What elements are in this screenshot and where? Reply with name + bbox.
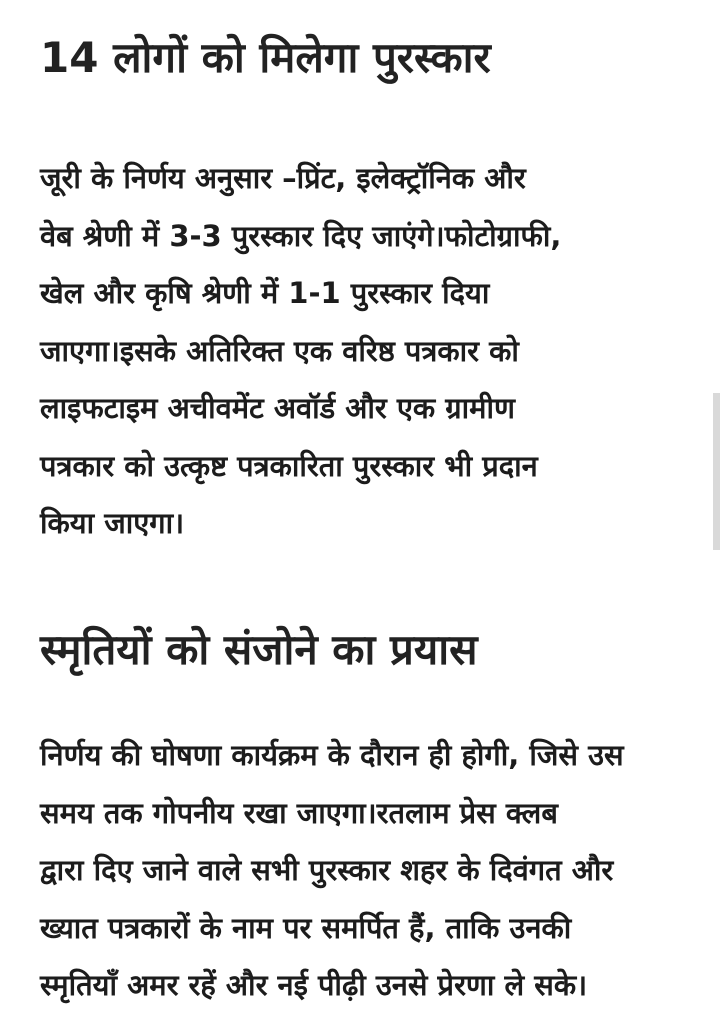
paragraph-line: द्वारा दिए जाने वाले सभी पुरस्कार शहर के दिवंगत और bbox=[40, 853, 614, 887]
section-heading-awards: 14 लोगों को मिलेगा पुरस्कार bbox=[40, 33, 491, 82]
paragraph-line: ख्यात पत्रकारों के नाम पर समर्पित हैं, ताकि उनकी bbox=[40, 910, 572, 945]
paragraph-line: किया जाएगा। bbox=[40, 506, 185, 540]
paragraph-line: निर्णय की घोषणा कार्यक्रम के दौरान ही होगी, जिसे उस bbox=[40, 738, 624, 772]
paragraph-line: समय तक गोपनीय रखा जाएगा।रतलाम प्रेस क्लब bbox=[40, 795, 558, 830]
paragraph-line: जूरी के निर्णय अनुसार –प्रिंट, इलेक्ट्रॉनिक और bbox=[40, 161, 526, 195]
paragraph-line: वेब श्रेणी में 3-3 पुरस्कार दिए जाएंगे।फोटोग्राफी, bbox=[40, 218, 562, 253]
paragraph-line: पत्रकार को उत्कृष्ट पत्रकारिता पुरस्कार भी प्रदान bbox=[40, 448, 538, 483]
scrollbar-thumb[interactable] bbox=[713, 393, 720, 550]
memories-paragraph bbox=[40, 727, 708, 1015]
section-heading-memories: स्मृतियों को संजोने का प्रयास bbox=[40, 625, 478, 674]
paragraph-line: खेल और कृषि श्रेणी में 1-1 पुरस्कार दिया bbox=[40, 276, 490, 310]
paragraph-line: जाएगा।इसके अतिरिक्त एक वरिष्ठ पत्रकार को bbox=[40, 333, 519, 368]
paragraph-line: लाइफटाइम अचीवमेंट अवॉर्ड और एक ग्रामीण bbox=[40, 391, 515, 425]
awards-paragraph bbox=[40, 150, 708, 553]
paragraph-line: स्मृतियाँ अमर रहें और नई पीढ़ी उनसे प्रेरणा ले सके। bbox=[40, 968, 588, 1002]
